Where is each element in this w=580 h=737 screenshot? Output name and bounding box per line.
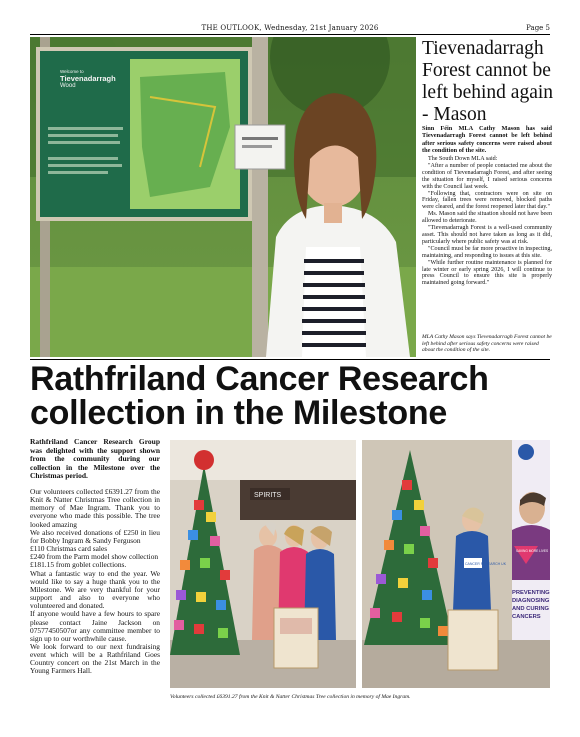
page-header: [30, 24, 550, 34]
badge-text: CANCER RESEARCH UK: [465, 562, 507, 566]
poster-line-1: PREVENTING: [512, 590, 550, 596]
story-paragraph: "After a number of people contacted me about the condition of Tievenadarragh Forest, and after seeing the situation for myself, I raised serious concerns with the Council last week.: [422, 162, 552, 190]
page-number: Page 5: [526, 24, 550, 32]
story-paragraph: "Council must be far more proactive in inspecting, maintaining, and responding to issues at this site.: [422, 245, 552, 259]
story-paragraph: Ms. Mason said the situation should not have been allowed to deteriorate.: [422, 211, 552, 225]
forest-sign-photo: [30, 37, 416, 357]
poster-line-3: AND CURING: [512, 606, 550, 612]
poster-line-4: CANCERS: [512, 614, 541, 620]
sign-line-2: Tievenadarragh: [60, 74, 116, 83]
story-paragraph: £110 Christmas card sales: [30, 544, 108, 554]
story-body: [30, 488, 160, 676]
header-rule: [30, 34, 550, 35]
story-paragraph: £240 from the Parm model show collection: [30, 552, 159, 562]
photo-caption: Volunteers collected £6391.27 from the Knit & Natter Christmas Tree collection in memory of Mae Ingram.: [170, 694, 411, 700]
story-lead: Sinn Féin MLA Cathy Mason has said Tievenadarragh Forest cannot be left behind after serious safety concerns were raised about the condition of the site.: [422, 125, 552, 155]
story-lead: Rathfriland Cancer Research Group was delighted with the support shown from the community during our collection in the Milestone over the Christmas period.: [30, 437, 160, 480]
story-body: [422, 156, 552, 287]
sign-line-1: Welcome to: [60, 69, 84, 74]
story-paragraph: £181.15 from goblet collections.: [30, 560, 127, 570]
sign-text: [60, 69, 130, 89]
story-paragraph: What a fantastic way to end the year. We would like to say a huge thank you to the Milestone. We are very thankful for your support and also to everyone who volunteered and donated.: [30, 568, 160, 611]
volunteers-photo: [170, 440, 356, 688]
story-paragraph: The South Down MLA said:: [428, 156, 498, 162]
photo-caption: MLA Cathy Mason says Tievenadarragh Forest cannot be left behind after serious safety concerns were raised about the condition of the site.: [422, 334, 552, 354]
story-paragraph: We look forward to our next fundraising event which will be a Rathfriland Goes Country concert on the 21st March in the Young Farmers Hall.: [30, 641, 160, 676]
story-headline: Rathfriland Cancer Research collection in the Milestone: [30, 360, 489, 432]
story-paragraph: "Tievenadarragh Forest is a well-used community asset. This should not have taken as long as it did, particularly where public safety was at risk.: [422, 225, 552, 245]
collection-tree-illustration: [362, 440, 550, 688]
sign-line-3: Wood: [60, 83, 76, 89]
publication-line: THE OUTLOOK, Wednesday, 21st January 2026: [201, 24, 379, 32]
story-paragraph: If anyone would have a few hours to spare please contact Jaine Jackson on 07577450507or any committee member to sign up to our worthwhile cause.: [30, 609, 160, 643]
spirits-sign-text: SPIRITS: [254, 492, 282, 499]
poster-line-2: DIAGNOSING: [512, 598, 550, 604]
story-paragraph: We also received donations of £250 in lieu for Bobby Ingram & Sandy Ferguson: [30, 527, 160, 545]
story-paragraph: "Following that, contractors were on site on Friday, fallen trees were removed, blocked paths were cleared, and the forest reopened later that day.": [422, 190, 552, 211]
collection-tree-photo: [362, 440, 550, 688]
story-paragraph: Our volunteers collected £6391.27 from the Knit & Natter Christmas Tree collection in memory of Mae Ingram. Thank you to everyone who made this possible. The tree looked amazing: [30, 487, 160, 529]
volunteers-photo-illustration: [170, 440, 356, 688]
poster-heart-text: SAVING MORE LIVES: [516, 549, 549, 553]
story-paragraph: "While further routine maintenance is planned for late winter or early spring 2026, I will continue to press Council to ensure this site is properly maintained going forward.": [422, 259, 552, 287]
story-headline: Tievenadarragh Forest cannot be left behind again - Mason: [422, 38, 554, 125]
